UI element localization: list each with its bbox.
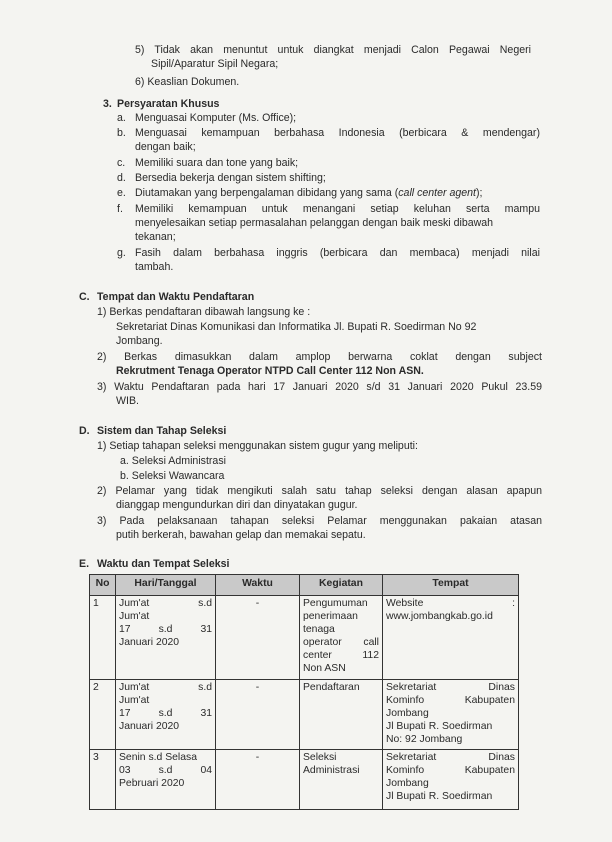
- special-req-a: Menguasai Komputer (Ms. Office);: [135, 112, 297, 124]
- schedule-table: [89, 574, 519, 810]
- special-req-f-line2: menyelesaikan setiap permasalahan pelanggan dengan baik meski dibawah: [135, 217, 494, 229]
- section-c-item2-line2: Rekrutment Tenaga Operator NTPD Call Center 112 Non ASN.: [116, 365, 424, 377]
- section-c-item1-line2: Sekretariat Dinas Komunikasi dan Informatika Jl. Bupati R. Soedirman No 92: [116, 321, 477, 333]
- section-d-item1: 1) Setiap tahapan seleksi menggunakan sistem gugur yang meliputi:: [97, 440, 418, 452]
- cell-no: 2: [90, 680, 116, 750]
- special-req-d: Bersedia bekerja dengan sistem shifting;: [135, 172, 326, 184]
- cell-date: Jum'at s.d Jum'at 17 s.d 31 Januari 2020: [116, 680, 216, 750]
- section-c-item2-line1: 2) Berkas dimasukkan dalam amplop berwarna coklat dengan subject: [97, 351, 542, 363]
- col-header-place: Tempat: [383, 575, 519, 596]
- section-c-item3-line2: WIB.: [116, 395, 139, 407]
- section-b3-number: 3.: [103, 98, 112, 110]
- section-e-heading: Waktu dan Tempat Seleksi: [97, 558, 230, 570]
- cell-place: Sekretariat Dinas Kominfo Kabupaten Jombang Jl Bupati R. Soedirman No: 92 Jombang: [383, 680, 519, 750]
- col-header-no: No: [90, 575, 116, 596]
- table-row: [90, 680, 519, 750]
- special-req-f-marker: f.: [117, 203, 123, 215]
- section-b3-heading: Persyaratan Khusus: [117, 98, 220, 110]
- special-req-e-marker: e.: [117, 187, 126, 199]
- cell-no: 1: [90, 596, 116, 680]
- section-e-letter: E.: [79, 558, 90, 570]
- special-req-b-marker: b.: [117, 127, 126, 139]
- section-c-item3-line1: 3) Waktu Pendaftaran pada hari 17 Januari 2020 s/d 31 Januari 2020 Pukul 23.59: [97, 381, 542, 393]
- special-req-e: Diutamakan yang berpengalaman dibidang yang sama (call center agent);: [135, 187, 483, 199]
- cell-place: Website : www.jombangkab.go.id: [383, 596, 519, 680]
- special-req-g-marker: g.: [117, 247, 126, 259]
- special-req-c: Memiliki suara dan tone yang baik;: [135, 157, 299, 169]
- cell-no: 3: [90, 750, 116, 810]
- col-header-date: Hari/Tanggal: [116, 575, 216, 596]
- cell-time: -: [216, 596, 300, 680]
- section-d-item1a: a. Seleksi Administrasi: [120, 455, 226, 467]
- cell-activity: Pendaftaran: [300, 680, 383, 750]
- special-req-a-marker: a.: [117, 112, 126, 124]
- table-row: [90, 750, 519, 810]
- cell-date: Senin s.d Selasa 03 s.d 04 Pebruari 2020: [116, 750, 216, 810]
- requirement-item-5-line2: Sipil/Aparatur Sipil Negara;: [151, 58, 279, 70]
- section-d-item2-line2: dianggap mengundurkan diri dan dinyatakan gugur.: [116, 499, 358, 511]
- special-req-f-line3: tekanan;: [135, 231, 176, 243]
- col-header-time: Waktu: [216, 575, 300, 596]
- section-d-heading: Sistem dan Tahap Seleksi: [97, 425, 227, 437]
- cell-time: -: [216, 750, 300, 810]
- cell-activity: Pengumuman penerimaan tenaga operator call center 112 Non ASN: [300, 596, 383, 680]
- special-req-b-line2: dengan baik;: [135, 141, 196, 153]
- section-d-item3-line2: putih berkerah, bawahan gelap dan memakai sepatu.: [116, 529, 366, 541]
- special-req-g-line2: tambah.: [135, 261, 174, 273]
- section-c-letter: C.: [79, 291, 90, 303]
- table-header-row: [90, 575, 519, 596]
- special-req-b-line1: Menguasai kemampuan berbahasa Indonesia (berbicara & mendengar): [135, 127, 540, 139]
- section-c-heading: Tempat dan Waktu Pendaftaran: [97, 291, 255, 303]
- special-req-c-marker: c.: [117, 157, 126, 169]
- section-d-item3-line1: 3) Pada pelaksanaan tahapan seleksi Pelamar menggunakan pakaian atasan: [97, 515, 542, 527]
- section-d-item1b: b. Seleksi Wawancara: [120, 470, 225, 482]
- section-c-item1-line1: 1) Berkas pendaftaran dibawah langsung ke :: [97, 306, 311, 318]
- cell-time: -: [216, 680, 300, 750]
- cell-place: Sekretariat Dinas Kominfo Kabupaten Jombang Jl Bupati R. Soedirman: [383, 750, 519, 810]
- cell-activity: Seleksi Administrasi: [300, 750, 383, 810]
- special-req-d-marker: d.: [117, 172, 126, 184]
- cell-date: Jum'at s.d Jum'at 17 s.d 31 Januari 2020: [116, 596, 216, 680]
- table-row: [90, 596, 519, 680]
- section-d-item2-line1: 2) Pelamar yang tidak mengikuti salah satu tahap seleksi dengan alasan apapun: [97, 485, 542, 497]
- requirement-item-5-line1: 5) Tidak akan menuntut untuk diangkat menjadi Calon Pegawai Negeri: [135, 44, 531, 56]
- col-header-activity: Kegiatan: [300, 575, 383, 596]
- special-req-g-line1: Fasih dalam berbahasa inggris (berbicara dan membaca) menjadi nilai: [135, 247, 540, 259]
- section-d-letter: D.: [79, 425, 90, 437]
- requirement-item-6: 6) Keaslian Dokumen.: [135, 76, 240, 88]
- section-c-item1-line3: Jombang.: [116, 335, 163, 347]
- special-req-f-line1: Memiliki kemampuan untuk menangani setiap keluhan serta mampu: [135, 203, 540, 215]
